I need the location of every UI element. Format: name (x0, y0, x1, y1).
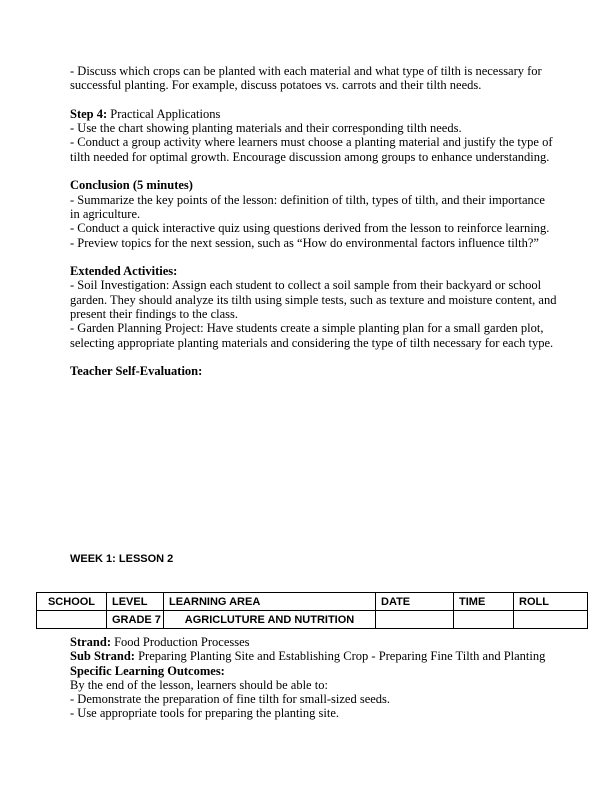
text-line: - Soil Investigation: Assign each student to collect a soil sample from their backyard or school (70, 278, 542, 293)
table-cell-school-value (37, 611, 107, 629)
text-line: - Use appropriate tools for preparing the planting site. (70, 706, 340, 721)
lesson-plan-top-text-block (70, 64, 556, 379)
table-cell-learning-area-value: AGRICLUTURE AND NUTRITION (164, 611, 376, 629)
text-line: - Demonstrate the preparation of fine tilth for small-sized seeds. (70, 692, 391, 707)
table-header-roll: ROLL (514, 593, 588, 611)
paragraph-teacher-self-evaluation (70, 364, 556, 378)
paragraph-discuss-crops (70, 64, 556, 93)
text-line: tilth needed for optimal growth. Encourage discussion among groups to enhance understanding. (70, 149, 550, 164)
text-line: Specific Learning Outcomes: (70, 663, 225, 678)
lesson-plan-bottom-text-block (70, 635, 545, 721)
paragraph-extended-activities (70, 264, 556, 350)
text-line: Sub Strand: Preparing Planting Site and Establishing Crop - Preparing Fine Tilth and Planting (70, 649, 546, 664)
paragraph-lesson-details (70, 635, 545, 721)
lesson-info-table (36, 592, 588, 629)
text-line: - Summarize the key points of the lesson: definition of tilth, types of tilth, and their importance (70, 192, 545, 207)
table-header-learning-area: LEARNING AREA (164, 593, 376, 611)
text-line: garden. They should analyze its tilth using simple tests, such as texture and moisture content, and (70, 292, 557, 307)
table-value-row (37, 611, 588, 629)
text-line: successful planting. For example, discuss potatoes vs. carrots and their tilth needs. (70, 78, 482, 93)
table-header-time: TIME (454, 593, 514, 611)
paragraph-conclusion (70, 178, 556, 249)
table-cell-level-value: GRADE 7 (107, 611, 164, 629)
text-line: - Discuss which crops can be planted with each material and what type of tilth is necessary for (70, 64, 542, 78)
text-line: Conclusion (5 minutes) (70, 178, 193, 193)
text-line: Teacher Self-Evaluation: (70, 364, 203, 379)
table-header-level: LEVEL (107, 593, 164, 611)
text-line: - Use the chart showing planting materials and their corresponding tilth needs. (70, 121, 462, 136)
blank-line (70, 164, 556, 178)
text-line: - Garden Planning Project: Have students create a simple planting plan for a small garden plot, (70, 321, 544, 336)
week-lesson-heading: WEEK 1: LESSON 2 (70, 553, 174, 565)
paragraph-step-4 (70, 107, 556, 164)
table-header-row (37, 593, 588, 611)
text-line: present their findings to the class. (70, 307, 239, 322)
text-line: Step 4: Practical Applications (70, 106, 221, 121)
table-cell-time-value (454, 611, 514, 629)
table-header-date: DATE (376, 593, 454, 611)
blank-line (70, 93, 556, 107)
blank-line (70, 350, 556, 364)
text-line: - Preview topics for the next session, such as “How do environmental factors influence tilth?” (70, 235, 539, 250)
text-line: - Conduct a group activity where learners must choose a planting material and justify the type of (70, 135, 553, 150)
table-cell-roll-value (514, 611, 588, 629)
text-line: Extended Activities: (70, 264, 178, 279)
table-header-school: SCHOOL (37, 593, 107, 611)
text-line: Strand: Food Production Processes (70, 635, 250, 649)
table-cell-date-value (376, 611, 454, 629)
blank-line (70, 250, 556, 264)
text-line: By the end of the lesson, learners should be able to: (70, 677, 328, 692)
text-line: in agriculture. (70, 206, 141, 221)
text-line: selecting appropriate planting materials and considering the type of tilth necessary for each type. (70, 335, 554, 350)
text-line: - Conduct a quick interactive quiz using questions derived from the lesson to reinforce learning. (70, 221, 550, 236)
